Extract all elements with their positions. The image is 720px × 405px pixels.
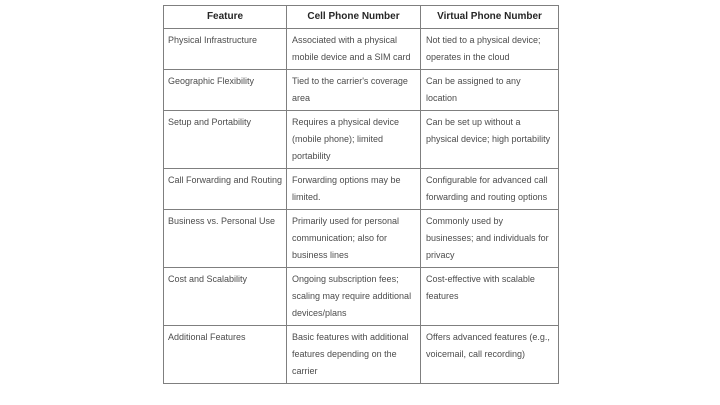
virtual-phone-number-cell: Commonly used by businesses; and individuals for privacy bbox=[421, 210, 559, 268]
cell-phone-number-cell: Ongoing subscription fees; scaling may require additional devices/plans bbox=[287, 268, 421, 326]
feature-cell: Setup and Portability bbox=[164, 111, 287, 169]
feature-cell: Physical Infrastructure bbox=[164, 29, 287, 70]
table-body bbox=[164, 29, 559, 384]
column-header-feature: Feature bbox=[164, 6, 287, 29]
virtual-phone-number-cell: Configurable for advanced call forwarding and routing options bbox=[421, 169, 559, 210]
feature-cell: Business vs. Personal Use bbox=[164, 210, 287, 268]
table-row bbox=[164, 268, 559, 326]
header-row bbox=[164, 6, 559, 29]
cell-phone-number-cell: Associated with a physical mobile device and a SIM card bbox=[287, 29, 421, 70]
comparison-table bbox=[163, 5, 559, 384]
cell-phone-number-cell: Forwarding options may be limited. bbox=[287, 169, 421, 210]
cell-phone-number-cell: Basic features with additional features depending on the carrier bbox=[287, 326, 421, 384]
table-row bbox=[164, 70, 559, 111]
feature-cell: Cost and Scalability bbox=[164, 268, 287, 326]
virtual-phone-number-cell: Not tied to a physical device; operates in the cloud bbox=[421, 29, 559, 70]
feature-cell: Additional Features bbox=[164, 326, 287, 384]
table-row bbox=[164, 210, 559, 268]
cell-phone-number-cell: Tied to the carrier's coverage area bbox=[287, 70, 421, 111]
table-row bbox=[164, 29, 559, 70]
feature-cell: Geographic Flexibility bbox=[164, 70, 287, 111]
table-row bbox=[164, 169, 559, 210]
table-row bbox=[164, 111, 559, 169]
virtual-phone-number-cell: Can be set up without a physical device; high portability bbox=[421, 111, 559, 169]
table-row bbox=[164, 326, 559, 384]
virtual-phone-number-cell: Can be assigned to any location bbox=[421, 70, 559, 111]
virtual-phone-number-cell: Cost-effective with scalable features bbox=[421, 268, 559, 326]
column-header-cell-phone-number: Cell Phone Number bbox=[287, 6, 421, 29]
cell-phone-number-cell: Requires a physical device (mobile phone); limited portability bbox=[287, 111, 421, 169]
virtual-phone-number-cell: Offers advanced features (e.g., voicemail, call recording) bbox=[421, 326, 559, 384]
cell-phone-number-cell: Primarily used for personal communication; also for business lines bbox=[287, 210, 421, 268]
feature-cell: Call Forwarding and Routing bbox=[164, 169, 287, 210]
column-header-virtual-phone-number: Virtual Phone Number bbox=[421, 6, 559, 29]
